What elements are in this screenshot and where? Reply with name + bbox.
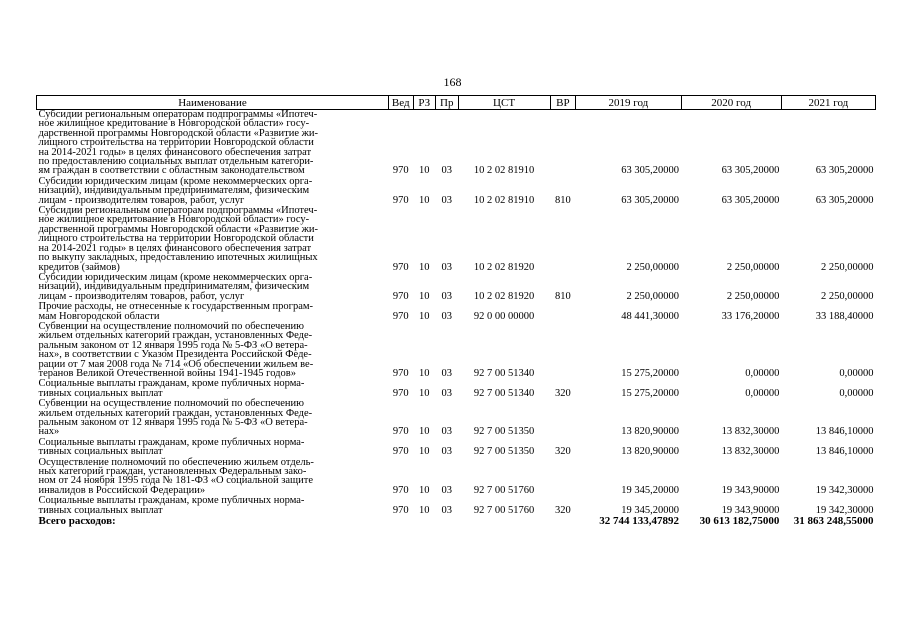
table-row: [37, 322, 876, 379]
cell-ved: 970: [392, 446, 409, 458]
cell-2019: 2 250,00000: [626, 261, 680, 273]
budget-table: [36, 95, 876, 528]
cell-2019: 19 345,20000: [621, 484, 680, 496]
cell-name: [37, 438, 389, 458]
table-row: [37, 273, 876, 302]
cell-rz: 10: [419, 484, 430, 496]
cell-2021: 0,00000: [839, 367, 874, 379]
cell-pr: 03: [441, 484, 453, 496]
row-name-text: Социальные выплаты гражданам, кроме публичных норма- тивных социальных выплат: [38, 378, 305, 399]
table-row: [37, 110, 876, 177]
cell-vr: 810: [555, 290, 571, 302]
cell-2021: 19 342,30000: [815, 484, 874, 496]
cell-2020: 19 343,90000: [721, 484, 780, 496]
cell-2021: 2 250,00000: [821, 261, 874, 273]
cell-2020: 19 343,90000: [721, 504, 780, 516]
row-name-text: Прочие расходы, не отнесенные к государственным програм- мам Новгородской области: [38, 301, 314, 322]
cell-pr: 03: [441, 194, 453, 206]
cell-2019: 15 275,20000: [621, 387, 680, 399]
row-name-text: Социальные выплаты гражданам, кроме публичных норма- тивных социальных выплат: [38, 436, 305, 458]
header-ved: Вед: [388, 96, 413, 110]
table-body: [37, 110, 876, 517]
cell-2020: 13 832,30000: [721, 426, 780, 438]
cell-vr: [550, 302, 576, 322]
header-2020: 2020 год: [681, 96, 781, 110]
row-name-text: Субсидии региональным операторам подпрограммы «Ипотеч- ное жилищное кредитование в Новгородской области» госу- дарственной программы Новгородской области «Развитие жи- лищного строительства на территории Новгородской области на 2014-2021 годы» в целях финансового обеспечения затрат по выкупу закладных, предоставлению ипотечных жилищных кредитов (займов): [38, 205, 319, 273]
cell-cst: 92 7 00 51350: [473, 446, 535, 458]
cell-vr: [550, 322, 576, 379]
cell-pr: 03: [441, 290, 453, 302]
cell-pr: 03: [441, 367, 453, 379]
cell-2019: 13 820,90000: [621, 446, 680, 458]
row-name-text: Субсидии юридическим лицам (кроме некоммерческих орга- низаций), индивидуальным предпринимателям, физическим лицам - производителям товаров, работ, услуг: [38, 175, 313, 206]
table-row: [37, 206, 876, 273]
page-number: 168: [443, 75, 462, 89]
cell-cst: 92 7 00 51340: [473, 367, 535, 379]
cell-pr: 03: [441, 387, 453, 399]
cell-vr: [550, 399, 576, 438]
cell-pr: 03: [441, 504, 453, 516]
cell-cst: 10 2 02 81910: [473, 194, 535, 206]
cell-rz: 10: [419, 387, 430, 399]
cell-2020: 0,00000: [745, 387, 780, 399]
cell-name: [37, 273, 389, 302]
cell-pr: 03: [441, 261, 453, 273]
cell-2019: 15 275,20000: [621, 367, 680, 379]
cell-pr: 03: [441, 446, 453, 458]
cell-ved: 970: [392, 194, 409, 206]
cell-vr: 320: [555, 504, 571, 516]
cell-2020: 13 832,30000: [721, 446, 780, 458]
cell-ved: 970: [392, 165, 409, 177]
table-row: [37, 399, 876, 438]
table-row: [37, 438, 876, 458]
cell-2020: 2 250,00000: [726, 261, 780, 273]
header-2019: 2019 год: [576, 96, 681, 110]
cell-2021: 33 188,40000: [815, 310, 874, 322]
cell-rz: 10: [419, 261, 430, 273]
cell-2020: 0,00000: [745, 367, 780, 379]
cell-name: [37, 110, 389, 177]
cell-vr: [550, 110, 576, 177]
total-2021: 31 863 248,55000: [793, 515, 874, 528]
cell-pr: 03: [441, 310, 453, 322]
row-name-text: Субвенции на осуществление полномочий по обеспечению жильем отдельных категорий граждан, установленных Феде- ральным законом от 12 января 1995 года № 5-ФЗ «О ветера- нах», в соответствии с Указом Президента Российской Феде- рации от 7 мая 2008 года № 714 «Об обеспечении жильем ве- теранов Великой Отечественной войны 1941-1945 годов»: [38, 320, 314, 379]
cell-2021: 0,00000: [839, 387, 874, 399]
table-row: [37, 302, 876, 322]
cell-name: [37, 399, 389, 438]
header-cst: ЦСТ: [458, 96, 550, 110]
header-vr: ВР: [550, 96, 576, 110]
cell-2021: 13 846,10000: [815, 446, 874, 458]
cell-2019: 63 305,20000: [621, 165, 680, 177]
total-label: Всего расходов:: [38, 515, 116, 528]
cell-rz: 10: [419, 194, 430, 206]
cell-ved: 970: [392, 261, 409, 273]
cell-ved: 970: [392, 504, 409, 516]
cell-name: [37, 177, 389, 206]
cell-rz: 10: [419, 446, 430, 458]
cell-ved: 970: [392, 310, 409, 322]
cell-name: [37, 302, 389, 322]
cell-ved: 970: [392, 290, 409, 302]
cell-2020: 2 250,00000: [726, 290, 780, 302]
cell-rz: 10: [419, 504, 430, 516]
cell-2019: 2 250,00000: [626, 290, 680, 302]
cell-pr: 03: [441, 165, 453, 177]
cell-2019: 13 820,90000: [621, 426, 680, 438]
cell-cst: 10 2 02 81920: [473, 290, 535, 302]
cell-cst: 92 0 00 00000: [473, 310, 535, 322]
header-2021: 2021 год: [781, 96, 875, 110]
total-2020: 30 613 182,75000: [699, 515, 780, 528]
cell-cst: 10 2 02 81920: [473, 261, 535, 273]
cell-2019: 48 441,30000: [621, 310, 680, 322]
row-name-text: Осуществление полномочий по обеспечению жильем отдель- ных категорий граждан, установленных Федеральным зако- ном от 24 ноября 1995 года № 181-ФЗ «О социальной защите инвалидов в Российской Федерации»: [38, 456, 314, 496]
cell-cst: 10 2 02 81910: [473, 165, 535, 177]
cell-ved: 970: [392, 367, 409, 379]
cell-vr: 810: [555, 194, 571, 206]
cell-name: [37, 458, 389, 497]
cell-pr: 03: [441, 426, 453, 438]
header-name: Наименование: [37, 96, 389, 110]
table-row: [37, 458, 876, 497]
row-name-text: Субсидии юридическим лицам (кроме некоммерческих орга- низаций), индивидуальным предпринимателям, физическим лицам - производителям товаров, работ, услуг: [38, 271, 313, 302]
cell-2020: 63 305,20000: [721, 165, 780, 177]
cell-cst: 92 7 00 51340: [473, 387, 535, 399]
table-row: [37, 379, 876, 399]
row-name-text: Субвенции на осуществление полномочий по обеспечению жильем отдельных категорий граждан, установленных Феде- ральным законом от 12 января 1995 года № 5-ФЗ «О ветера- нах»: [38, 398, 313, 438]
cell-rz: 10: [419, 290, 430, 302]
cell-rz: 10: [419, 165, 430, 177]
cell-2021: 63 305,20000: [815, 194, 874, 206]
cell-2019: 63 305,20000: [621, 194, 680, 206]
cell-2021: 2 250,00000: [821, 290, 874, 302]
cell-vr: [550, 458, 576, 497]
header-rz: РЗ: [413, 96, 436, 110]
total-row: [37, 516, 876, 528]
cell-name: [37, 206, 389, 273]
cell-2021: 13 846,10000: [815, 426, 874, 438]
cell-ved: 970: [392, 387, 409, 399]
cell-2021: 19 342,30000: [815, 504, 874, 516]
cell-vr: 320: [555, 387, 571, 399]
cell-2020: 63 305,20000: [721, 194, 780, 206]
table-row: [37, 496, 876, 516]
cell-2020: 33 176,20000: [721, 310, 780, 322]
table-header-row: [37, 96, 876, 110]
cell-vr: 320: [555, 446, 571, 458]
header-pr: Пр: [436, 96, 459, 110]
row-name-text: Субсидии региональным операторам подпрограммы «Ипотеч- ное жилищное кредитование в Новгородской области» госу- дарственной программы Новгородской области «Развитие жи- лищного строительства на территории Новгородской области на 2014-2021 годы» в целях финансового обеспечения затрат по предоставлению социальных выплат отдельным категори- ям граждан в соответствии с областным законодательством: [38, 109, 319, 177]
cell-rz: 10: [419, 367, 430, 379]
cell-cst: 92 7 00 51350: [473, 426, 535, 438]
cell-2021: 63 305,20000: [815, 165, 874, 177]
cell-ved: 970: [392, 426, 409, 438]
cell-ved: 970: [392, 484, 409, 496]
cell-cst: 92 7 00 51760: [473, 484, 535, 496]
total-2019: 32 744 133,47892: [599, 515, 680, 528]
cell-cst: 92 7 00 51760: [473, 504, 535, 516]
cell-rz: 10: [419, 426, 430, 438]
cell-name: [37, 322, 389, 379]
cell-rz: 10: [419, 310, 430, 322]
cell-name: [37, 496, 389, 516]
row-name-text: Социальные выплаты гражданам, кроме публичных норма- тивных социальных выплат: [38, 495, 305, 516]
table-row: [37, 177, 876, 206]
cell-vr: [550, 206, 576, 273]
cell-name: [37, 379, 389, 399]
cell-2019: 19 345,20000: [621, 504, 680, 516]
